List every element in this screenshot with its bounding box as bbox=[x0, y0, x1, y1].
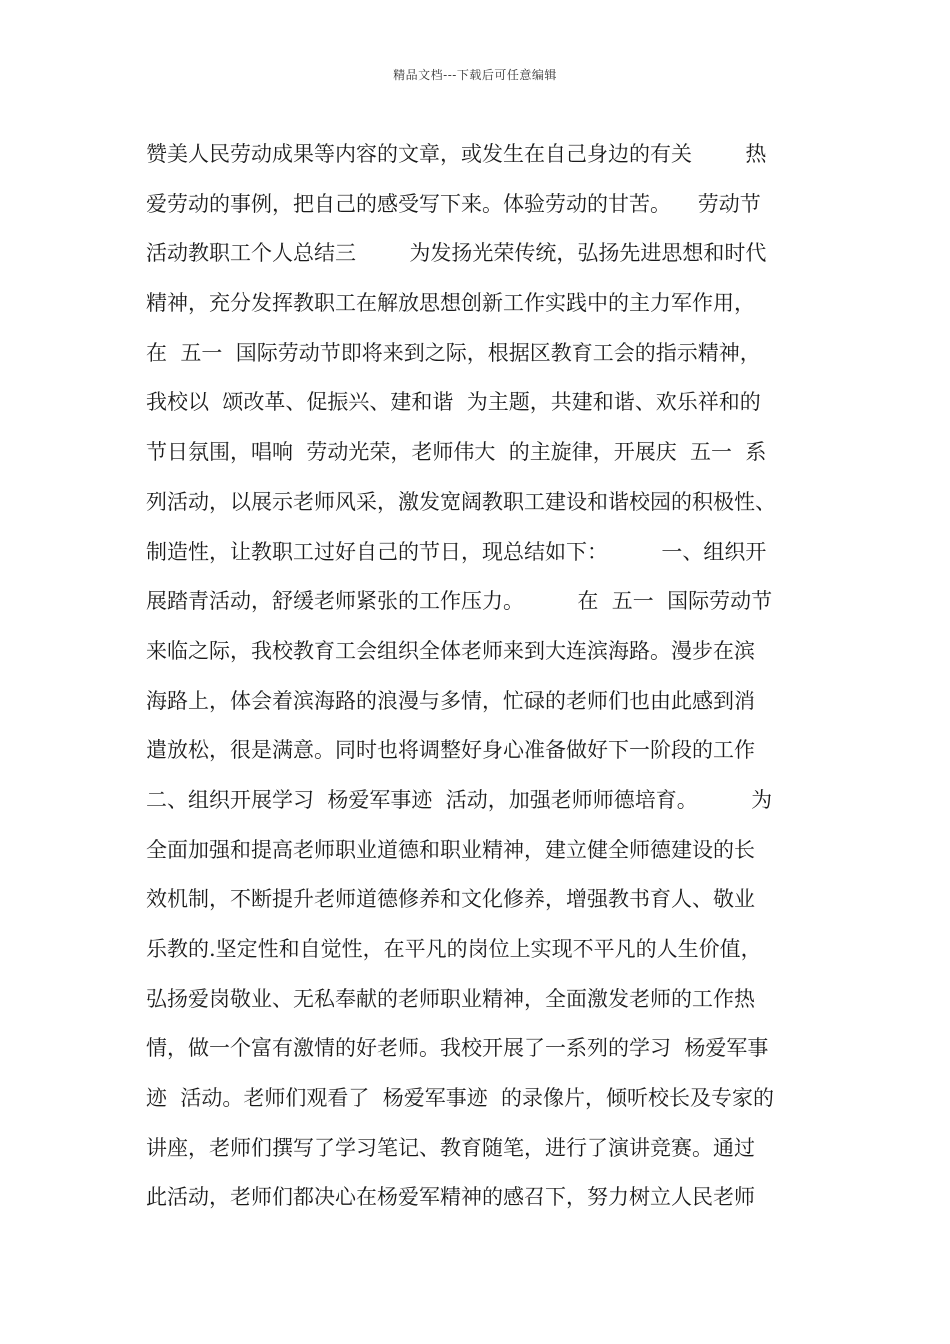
text-line: 效机制，不断提升老师道德修养和文化修养，增强教书育人、敬业 bbox=[146, 887, 755, 912]
text-line: 精神，充分发挥教职工在解放思想创新工作实践中的主力军作用， bbox=[146, 291, 755, 316]
text-line: 海路上，体会着滨海路的浪漫与多情，忙碌的老师们也由此感到消 bbox=[146, 688, 755, 713]
text-line: 全面加强和提高老师职业道德和职业精神，建立健全师德建设的长 bbox=[146, 837, 755, 862]
text-line: 情，做一个富有激情的好老师。我校开展了一系列的学习 杨爱军事 bbox=[146, 1036, 769, 1061]
text-line: 节日氛围，唱响 劳动光荣，老师伟大 的主旋律，开展庆 五一 系 bbox=[146, 440, 767, 465]
text-line: 迹 活动。老师们观看了 杨爱军事迹 的录像片，倾听校长及专家的 bbox=[146, 1086, 775, 1111]
text-line: 二、组织开展学习 杨爱军事迹 活动，加强老师师德培育。 为 bbox=[146, 787, 773, 812]
text-line: 遣放松，很是满意。同时也将调整好身心准备做好下一阶段的工作 bbox=[146, 738, 755, 763]
text-line: 乐教的.坚定性和自觉性，在平凡的岗位上实现不平凡的人生价值， bbox=[146, 937, 762, 961]
text-line: 制造性，让教职工过好自己的节日，现总结如下： 一、组织开 bbox=[146, 539, 767, 564]
text-line: 在 五一 国际劳动节即将来到之际，根据区教育工会的指示精神， bbox=[146, 340, 761, 365]
text-line: 爱劳动的事例，把自己的感受写下来。体验劳动的甘苦。 劳动节 bbox=[146, 191, 761, 216]
text-line: 讲座，老师们撰写了学习笔记、教育随笔，进行了演讲竞赛。通过 bbox=[146, 1135, 755, 1160]
text-line: 来临之际，我校教育工会组织全体老师来到大连滨海路。漫步在滨 bbox=[146, 638, 755, 663]
text-line: 赞美人民劳动成果等内容的文章，或发生在自己身边的有关 热 bbox=[146, 142, 767, 166]
page-header: 精品文档---下载后可任意编辑 bbox=[393, 68, 557, 82]
text-line: 列活动，以展示老师风采，激发宽阔教职工建设和谐校园的积极性、 bbox=[146, 489, 776, 514]
document-body bbox=[146, 130, 826, 1223]
text-line: 弘扬爱岗敬业、无私奉献的老师职业精神，全面激发老师的工作热 bbox=[146, 986, 755, 1011]
text-line: 活动教职工个人总结三 为发扬光荣传统，弘扬先进思想和时代 bbox=[146, 241, 767, 266]
text-line: 我校以 颂改革、促振兴、建和谐 为主题，共建和谐、欢乐祥和的 bbox=[146, 390, 761, 415]
text-line: 展踏青活动，舒缓老师紧张的工作压力。 在 五一 国际劳动节 bbox=[146, 589, 773, 614]
text-line: 此活动，老师们都决心在杨爱军精神的感召下，努力树立人民老师 bbox=[146, 1185, 755, 1210]
